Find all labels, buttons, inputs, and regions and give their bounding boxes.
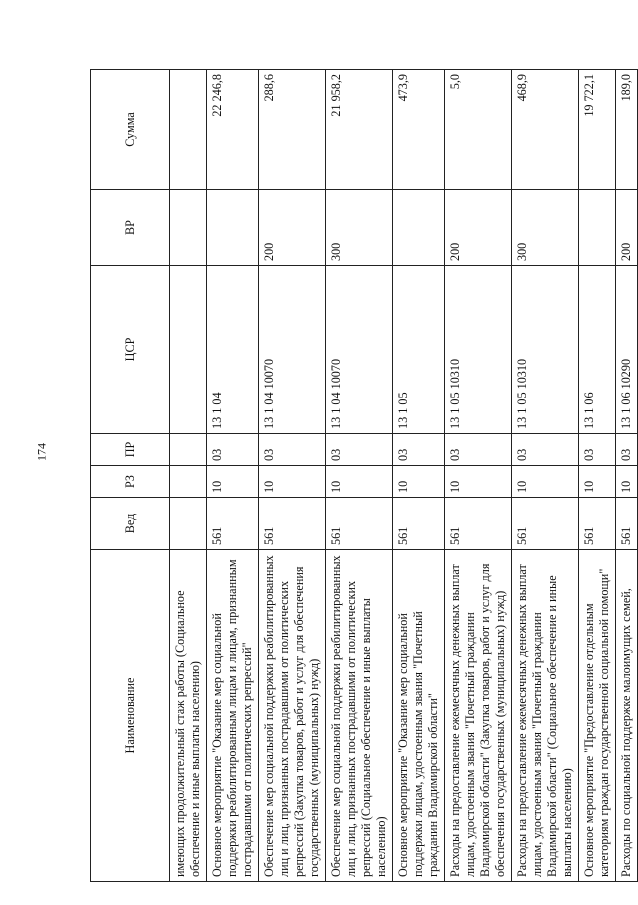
table-row — [445, 70, 512, 882]
table-row — [393, 70, 445, 882]
cell-name: Расходы на предоставление ежемесячных денежных выплат лицам, удостоенным звания "Почетный гражданин Владимирской области" (Закупка товаров, работ и услуг для обеспечения государственных (муниципальных) нужд) — [445, 550, 512, 882]
cell-rz: 10 — [616, 466, 638, 498]
table-row — [207, 70, 259, 882]
cell-csr: 13 1 05 10310 — [445, 266, 512, 434]
cell-vr — [579, 190, 616, 266]
cell-sum: 473,9 — [393, 70, 445, 190]
cell-pr: 03 — [512, 434, 579, 466]
cell-pr: 03 — [207, 434, 259, 466]
header-csr: ЦСР — [91, 266, 170, 434]
cell-rz: 10 — [259, 466, 326, 498]
cell-name: Расходы на предоставление ежемесячных денежных выплат лицам, удостоенным звания "Почетный гражданин Владимирской области" (Социальное обеспечение и иные выплаты населению) — [512, 550, 579, 882]
table-row — [170, 70, 207, 882]
table-header-row — [91, 70, 170, 882]
cell-sum — [170, 70, 207, 190]
table-row — [579, 70, 616, 882]
table-row — [259, 70, 326, 882]
cell-ved: 561 — [326, 498, 393, 550]
cell-rz: 10 — [445, 466, 512, 498]
cell-csr: 13 1 06 — [579, 266, 616, 434]
cell-ved — [170, 498, 207, 550]
header-ved: Вед — [91, 498, 170, 550]
rotated-page-content — [90, 70, 633, 882]
cell-csr: 13 1 04 10070 — [326, 266, 393, 434]
cell-csr: 13 1 06 10290 — [616, 266, 638, 434]
cell-vr: 200 — [259, 190, 326, 266]
cell-pr: 03 — [579, 434, 616, 466]
cell-ved: 561 — [445, 498, 512, 550]
header-rz: РЗ — [91, 466, 170, 498]
table-row — [616, 70, 638, 882]
cell-csr — [170, 266, 207, 434]
cell-csr: 13 1 04 — [207, 266, 259, 434]
cell-sum: 22 246,8 — [207, 70, 259, 190]
cell-rz: 10 — [393, 466, 445, 498]
cell-pr: 03 — [445, 434, 512, 466]
cell-vr: 300 — [326, 190, 393, 266]
cell-vr: 200 — [445, 190, 512, 266]
cell-sum: 288,6 — [259, 70, 326, 190]
cell-name: Основное мероприятие "Оказание мер социальной поддержки лицам, удостоенным звания "Почетный гражданин Владимирской области" — [393, 550, 445, 882]
cell-sum: 5,0 — [445, 70, 512, 190]
table-viewport — [90, 70, 633, 882]
cell-name: Основное мероприятие "Оказание мер социальной поддержки реабилитированным лицам и лицам, признанным пострадавшими от политических репрессий" — [207, 550, 259, 882]
header-sum: Сумма — [91, 70, 170, 190]
cell-name: Обеспечение мер социальной поддержки реабилитированных лиц и лиц, признанных пострадавшими от политических репрессий (Закупка товаров, работ и услуг для обеспечения государственных (муниципальных) нужд) — [259, 550, 326, 882]
cell-ved: 561 — [207, 498, 259, 550]
cell-rz: 10 — [512, 466, 579, 498]
cell-sum: 468,9 — [512, 70, 579, 190]
cell-pr: 03 — [393, 434, 445, 466]
cell-ved: 561 — [512, 498, 579, 550]
cell-pr — [170, 434, 207, 466]
cell-vr — [393, 190, 445, 266]
cell-ved: 561 — [616, 498, 638, 550]
cell-rz — [170, 466, 207, 498]
cell-vr: 200 — [616, 190, 638, 266]
cell-sum: 21 958,2 — [326, 70, 393, 190]
cell-name: Основное мероприятие "Предоставление отдельным категориям граждан государственной социальной помощи" — [579, 550, 616, 882]
budget-table — [90, 69, 638, 882]
cell-ved: 561 — [259, 498, 326, 550]
cell-ved: 561 — [579, 498, 616, 550]
cell-rz: 10 — [579, 466, 616, 498]
cell-vr: 300 — [512, 190, 579, 266]
header-name: Наименование — [91, 550, 170, 882]
cell-csr: 13 1 05 10310 — [512, 266, 579, 434]
header-vr: ВР — [91, 190, 170, 266]
cell-ved: 561 — [393, 498, 445, 550]
cell-csr: 13 1 04 10070 — [259, 266, 326, 434]
cell-pr: 03 — [259, 434, 326, 466]
cell-sum: 19 722,1 — [579, 70, 616, 190]
cell-pr: 03 — [326, 434, 393, 466]
cell-name: Обеспечение мер социальной поддержки реабилитированных лиц и лиц, признанных пострадавшими от политических репрессий (Социальное обеспечение и иные выплаты населению) — [326, 550, 393, 882]
cell-name: имеющих продолжительный стаж работы (Социальное обеспечение и иные выплаты населению) — [170, 550, 207, 882]
cell-pr: 03 — [616, 434, 638, 466]
table-row — [326, 70, 393, 882]
cell-sum: 189,0 — [616, 70, 638, 190]
header-pr: ПР — [91, 434, 170, 466]
cell-csr: 13 1 05 — [393, 266, 445, 434]
cell-name: Расходы по социальной поддержке малоимущих семей, — [616, 550, 638, 882]
cell-vr — [207, 190, 259, 266]
cell-rz: 10 — [207, 466, 259, 498]
table-row — [512, 70, 579, 882]
cell-vr — [170, 190, 207, 266]
cell-rz: 10 — [326, 466, 393, 498]
page-number: 174 — [34, 443, 49, 461]
